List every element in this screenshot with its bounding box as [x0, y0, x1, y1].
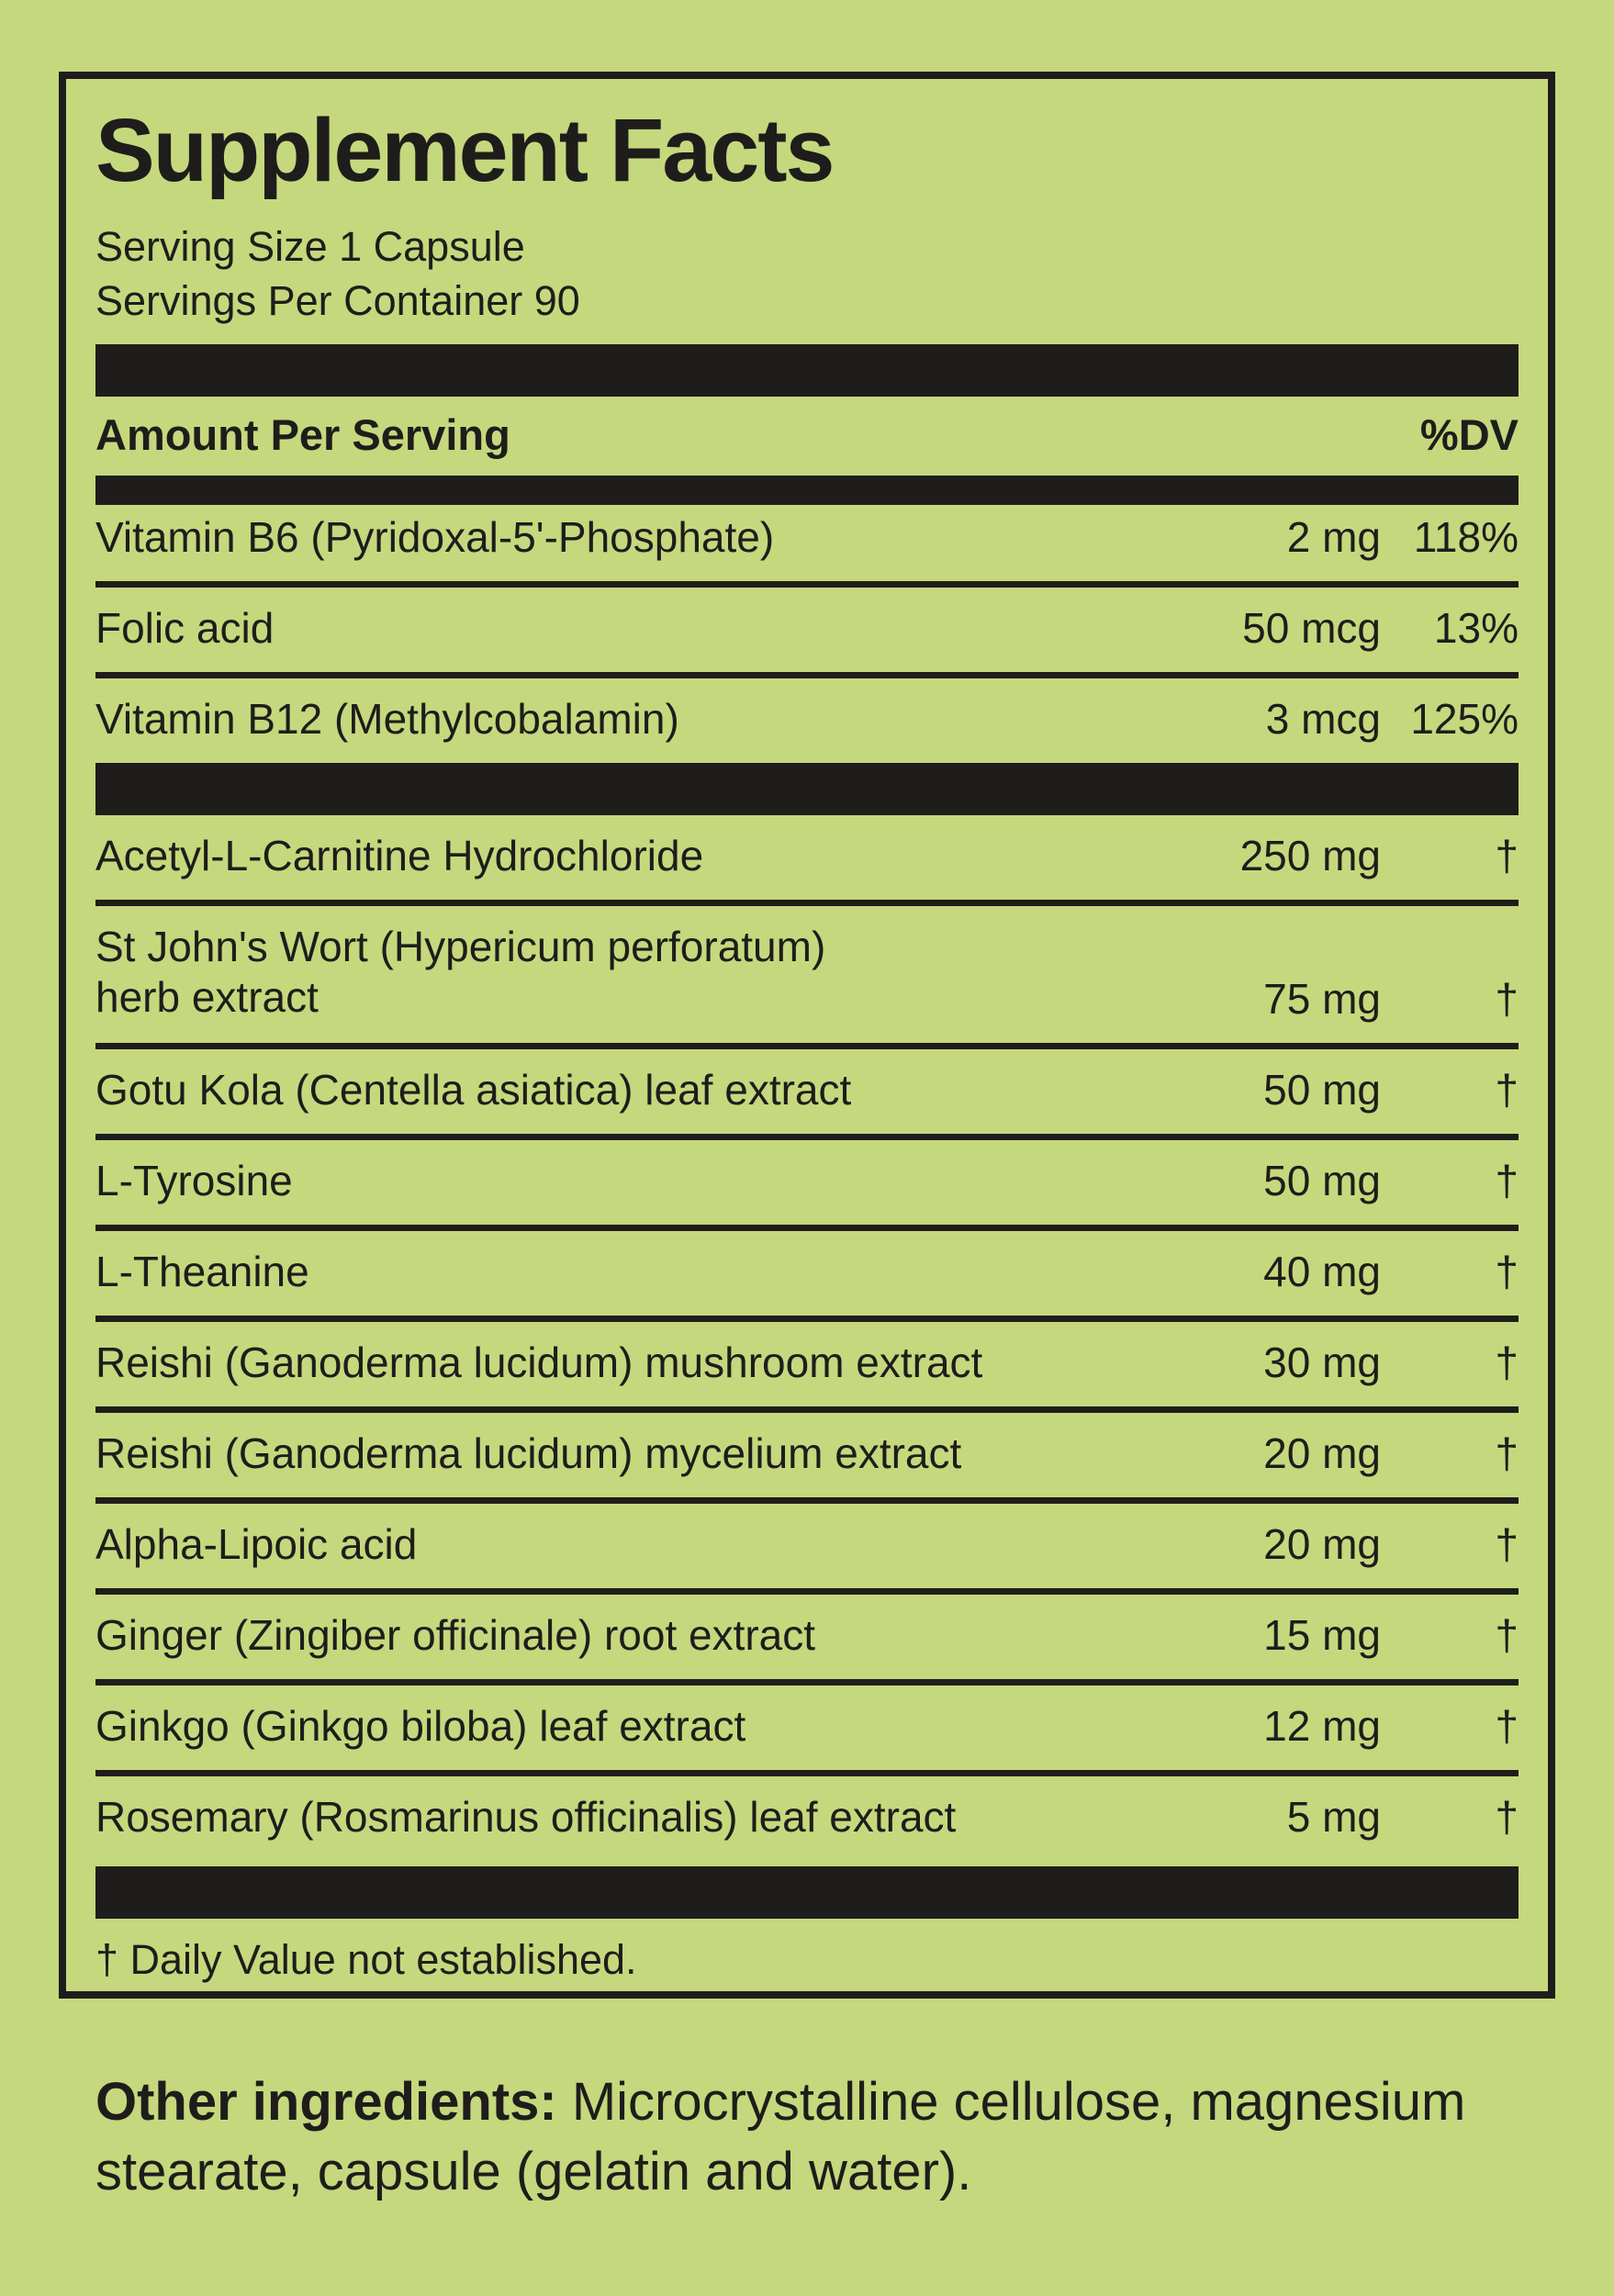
ingredient-row: [95, 581, 1519, 672]
ingredient-row: [95, 1225, 1519, 1316]
ingredient-row: [95, 672, 1519, 763]
ingredient-name: Vitamin B6 (Pyridoxal-5'-Phosphate): [95, 512, 775, 561]
ingredient-dv: †: [1495, 1792, 1519, 1841]
ingredient-dv: 125%: [1410, 694, 1519, 743]
servings-per-container: Servings Per Container 90: [95, 276, 580, 324]
other-ingredients: [95, 2067, 1546, 2207]
ingredient-row: [95, 1588, 1519, 1679]
dv-header: %DV: [1419, 409, 1519, 459]
ingredient-name: Ginger (Zingiber officinale) root extract: [95, 1610, 816, 1659]
section-bar-middle: [95, 763, 1519, 815]
ingredient-row: [95, 1043, 1519, 1134]
ingredient-name: Rosemary (Rosmarinus officinalis) leaf extract: [95, 1792, 957, 1841]
ingredient-name: Reishi (Ganoderma lucidum) mushroom extract: [95, 1338, 983, 1386]
table-header-row: [95, 397, 1519, 476]
ingredient-dv: †: [1495, 831, 1519, 879]
ingredient-amount: 15 mg: [1263, 1610, 1381, 1659]
ingredient-dv: †: [1495, 1156, 1519, 1204]
ingredient-amount: 250 mg: [1239, 831, 1381, 879]
ingredient-row: [95, 1316, 1519, 1406]
panel-title: Supplement Facts: [95, 100, 834, 200]
ingredient-amount: 20 mg: [1263, 1519, 1381, 1568]
botanical-rows: [95, 815, 1519, 1861]
ingredient-amount: 30 mg: [1263, 1338, 1381, 1386]
ingredient-amount: 40 mg: [1263, 1247, 1381, 1295]
ingredient-amount: 50 mg: [1263, 1065, 1381, 1114]
ingredient-amount: 50 mcg: [1242, 603, 1381, 652]
section-bar-top: [95, 344, 1519, 397]
ingredient-amount: 12 mg: [1263, 1701, 1381, 1750]
ingredient-name: L-Theanine: [95, 1247, 309, 1295]
ingredient-dv: †: [1495, 1065, 1519, 1114]
supplement-facts-panel: [59, 72, 1555, 1999]
daily-value-footnote: † Daily Value not established.: [95, 1935, 637, 1983]
ingredient-amount: 5 mg: [1286, 1792, 1381, 1841]
ingredient-name: Alpha-Lipoic acid: [95, 1519, 418, 1568]
ingredient-row: [95, 1406, 1519, 1497]
ingredient-row: [95, 900, 1519, 1043]
ingredient-name: Ginkgo (Ginkgo biloba) leaf extract: [95, 1701, 746, 1750]
ingredient-amount: 2 mg: [1286, 512, 1381, 561]
section-bar-header: [95, 476, 1519, 505]
amount-per-serving-header: Amount Per Serving: [95, 409, 510, 459]
ingredient-name: St John's Wort (Hypericum perforatum) herb extract: [95, 922, 826, 1021]
ingredient-dv: †: [1495, 974, 1519, 1023]
ingredient-name: Reishi (Ganoderma lucidum) mycelium extract: [95, 1428, 962, 1477]
ingredient-row: [95, 815, 1519, 900]
ingredient-row: [95, 1134, 1519, 1225]
ingredient-dv: 118%: [1413, 512, 1519, 561]
ingredient-name: Vitamin B12 (Methylcobalamin): [95, 694, 679, 743]
ingredient-row: [95, 505, 1519, 581]
ingredient-amount: 20 mg: [1263, 1428, 1381, 1477]
ingredient-row: [95, 1497, 1519, 1588]
ingredient-dv: †: [1495, 1338, 1519, 1386]
section-bar-bottom: [95, 1866, 1519, 1919]
serving-info: [95, 219, 1519, 328]
ingredient-dv: †: [1495, 1247, 1519, 1295]
ingredient-dv: †: [1495, 1519, 1519, 1568]
ingredient-dv: †: [1495, 1701, 1519, 1750]
serving-size: Serving Size 1 Capsule: [95, 222, 525, 270]
other-ingredients-text: Microcrystalline cellulose, magnesium stearate, capsule (gelatin and water).: [95, 2072, 1466, 2201]
other-ingredients-label: Other ingredients:: [95, 2072, 557, 2132]
ingredient-row: [95, 1770, 1519, 1861]
ingredient-amount: 50 mg: [1263, 1156, 1381, 1204]
ingredient-dv: †: [1495, 1428, 1519, 1477]
ingredient-amount: 75 mg: [1263, 974, 1381, 1023]
ingredient-name: Gotu Kola (Centella asiatica) leaf extract: [95, 1065, 852, 1114]
vitamin-rows: [95, 505, 1519, 763]
ingredient-name: Folic acid: [95, 603, 275, 652]
ingredient-name: Acetyl-L-Carnitine Hydrochloride: [95, 831, 704, 879]
ingredient-amount: 3 mcg: [1265, 694, 1381, 743]
ingredient-dv: †: [1495, 1610, 1519, 1659]
ingredient-dv: 13%: [1433, 603, 1519, 652]
ingredient-row: [95, 1679, 1519, 1770]
ingredient-name: L-Tyrosine: [95, 1156, 293, 1204]
